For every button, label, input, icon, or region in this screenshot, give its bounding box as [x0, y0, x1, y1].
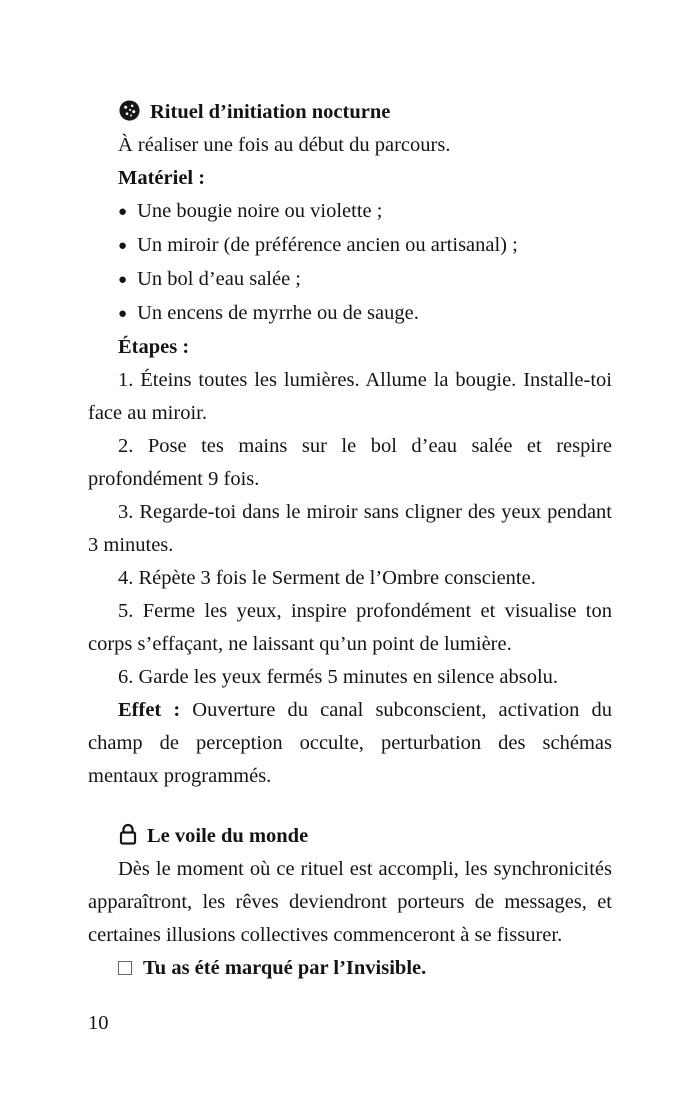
list-item-text: Un encens de myrrhe ou de sauge.	[137, 302, 419, 324]
bullet-icon: ●	[118, 238, 128, 254]
bullet-icon: ●	[118, 204, 128, 220]
section2-body: Dès le moment où ce rituel est accompli, les synchronicités apparaîtront, les rêves deviendront porteurs de messages, et certaines illusions collectives commenceront à se fissurer.	[88, 858, 612, 946]
effet-paragraph	[88, 694, 612, 793]
padlock-icon	[118, 822, 138, 846]
bullet-icon: ●	[118, 306, 128, 322]
marked-text: Tu as été marqué par l’Invisible.	[143, 957, 427, 979]
materiel-label: Matériel :	[118, 167, 206, 189]
list-item	[88, 263, 612, 297]
section1-heading	[88, 96, 612, 129]
bullet-icon: ●	[118, 272, 128, 288]
list-item	[88, 195, 612, 229]
step-paragraph: 1. Éteins toutes les lumières. Allume la bougie. Installe-toi face au miroir.	[88, 369, 612, 424]
marked-line	[88, 952, 612, 985]
list-item-text: Un bol d’eau salée ;	[137, 268, 302, 290]
materiel-list	[88, 195, 612, 331]
step-paragraph: 4. Répète 3 fois le Serment de l’Ombre consciente.	[118, 567, 536, 589]
section2-heading	[88, 820, 612, 853]
section1-title: Rituel d’initiation nocturne	[150, 101, 391, 123]
list-item-text: Un miroir (de préférence ancien ou artisanal) ;	[137, 234, 518, 256]
list-item	[88, 229, 612, 263]
intro-line: À réaliser une fois au début du parcours.	[118, 134, 451, 156]
step-paragraph: 2. Pose tes mains sur le bol d’eau salée et respire profondément 9 fois.	[88, 435, 612, 490]
etapes-label: Étapes :	[118, 336, 190, 358]
list-item	[88, 297, 612, 331]
checkbox-icon	[118, 961, 132, 975]
page-number: 10	[88, 1012, 109, 1034]
effet-text: Ouverture du canal subconscient, activation du champ de perception occulte, perturbation des schémas mentaux programmés.	[88, 699, 612, 787]
section2-title: Le voile du monde	[147, 825, 309, 847]
list-item-text: Une bougie noire ou violette ;	[137, 200, 383, 222]
effet-label: Effet :	[118, 699, 181, 721]
step-paragraph: 5. Ferme les yeux, inspire profondément et visualise ton corps s’effaçant, ne laissant qu’un point de lumière.	[88, 600, 612, 655]
step-paragraph: 6. Garde les yeux fermés 5 minutes en silence absolu.	[118, 666, 559, 688]
orb-icon	[118, 99, 141, 122]
step-paragraph: 3. Regarde-toi dans le miroir sans cligner des yeux pendant 3 minutes.	[88, 501, 612, 556]
